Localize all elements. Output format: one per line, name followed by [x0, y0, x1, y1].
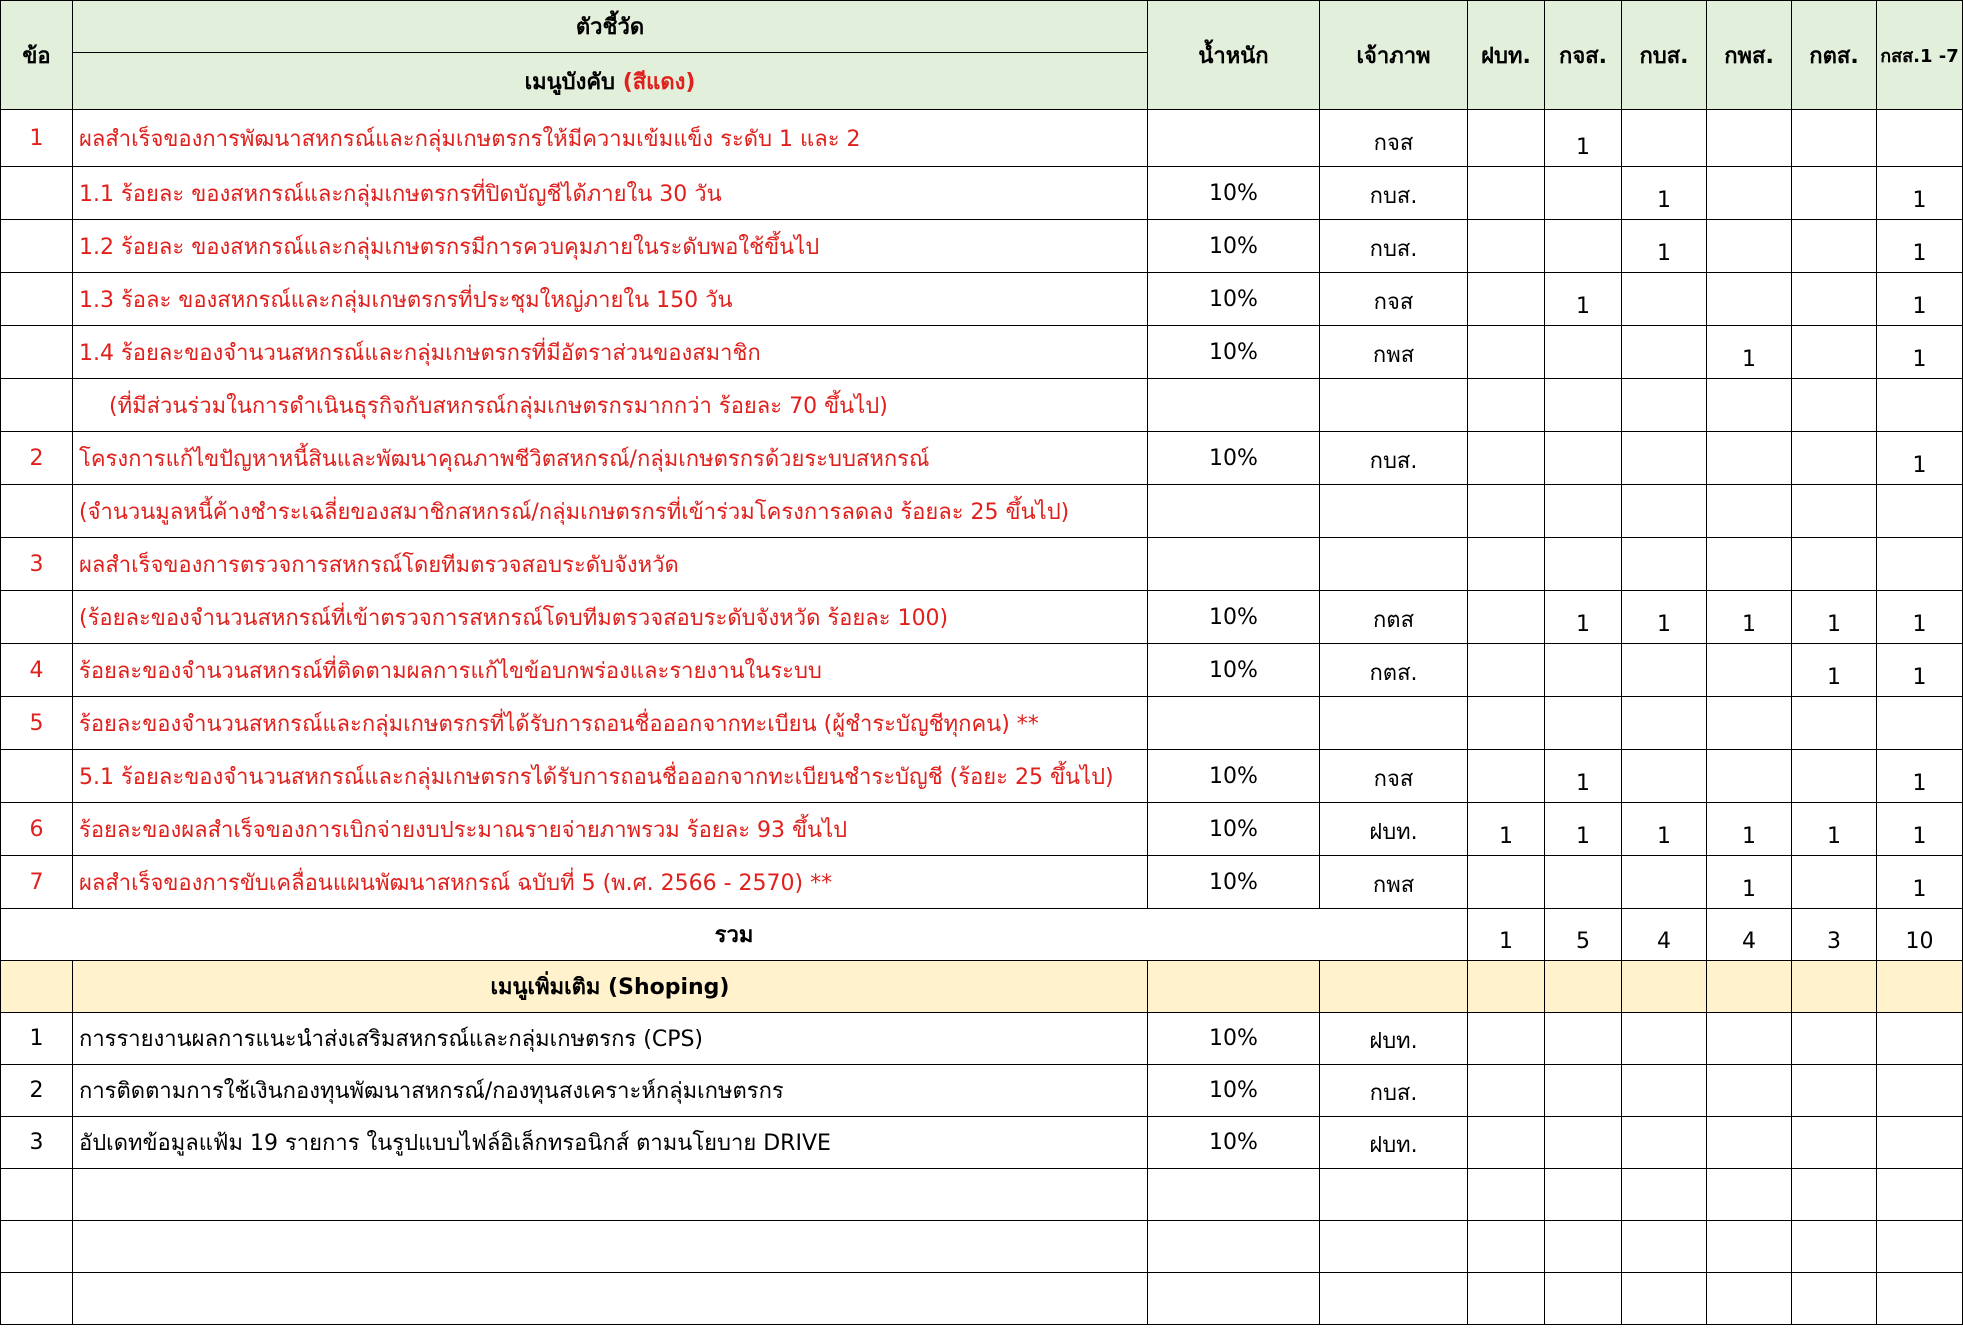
- row-value: 1: [1468, 803, 1545, 856]
- row-no: 3: [1, 538, 73, 591]
- header-indicator: ตัวชี้วัด: [73, 1, 1148, 53]
- row-no: [1, 750, 73, 803]
- extra-row-value: [1545, 1013, 1622, 1065]
- extra-row-owner: ฝบท.: [1320, 1117, 1468, 1169]
- extra-menu-title: เมนูเพิ่มเติม (Shoping): [73, 961, 1148, 1013]
- row-value: 1: [1792, 803, 1877, 856]
- row-value: 1: [1877, 856, 1963, 909]
- row-value: [1545, 379, 1622, 432]
- row-value: 1: [1877, 220, 1963, 273]
- extra-row-value: [1468, 1065, 1545, 1117]
- row-no: 4: [1, 644, 73, 697]
- table-row: [1, 432, 1963, 485]
- row-value: [1707, 485, 1792, 538]
- empty-cell: [1792, 1221, 1877, 1273]
- row-value: [1545, 644, 1622, 697]
- row-weight: 10%: [1148, 591, 1320, 644]
- row-owner: กจส: [1320, 110, 1468, 167]
- empty-cell: [1545, 1273, 1622, 1325]
- row-no: [1, 167, 73, 220]
- row-value: [1468, 379, 1545, 432]
- empty-cell: [1, 1273, 73, 1325]
- empty-row: [1, 1169, 1963, 1221]
- row-owner: กพส: [1320, 326, 1468, 379]
- extra-row-no: 3: [1, 1117, 73, 1169]
- table-row: [1, 167, 1963, 220]
- row-no: 6: [1, 803, 73, 856]
- row-no: 5: [1, 697, 73, 750]
- row-value: [1707, 697, 1792, 750]
- header-col-5: กตส.: [1792, 1, 1877, 110]
- extra-header-blank: [1545, 961, 1622, 1013]
- row-value: [1707, 110, 1792, 167]
- row-owner: [1320, 697, 1468, 750]
- header-owner: เจ้าภาพ: [1320, 1, 1468, 110]
- row-indicator: 1.1 ร้อยละ ของสหกรณ์และกลุ่มเกษตรกรที่ปิดบัญชีได้ภายใน 30 วัน: [73, 167, 1148, 220]
- row-value: [1468, 697, 1545, 750]
- row-no: [1, 326, 73, 379]
- empty-cell: [1707, 1221, 1792, 1273]
- extra-row-value: [1877, 1013, 1963, 1065]
- row-value: [1792, 432, 1877, 485]
- table-row: [1, 644, 1963, 697]
- row-value: 1: [1622, 591, 1707, 644]
- row-owner: [1320, 379, 1468, 432]
- row-value: [1792, 697, 1877, 750]
- row-no: 1: [1, 110, 73, 167]
- row-weight: 10%: [1148, 803, 1320, 856]
- row-value: [1792, 110, 1877, 167]
- row-value: [1622, 644, 1707, 697]
- empty-cell: [1468, 1169, 1545, 1221]
- row-value: 1: [1877, 644, 1963, 697]
- header-col-6: กสส.1 -7: [1877, 1, 1963, 110]
- table-row: [1, 697, 1963, 750]
- extra-row-value: [1877, 1117, 1963, 1169]
- total-value: 4: [1622, 909, 1707, 961]
- empty-cell: [1622, 1221, 1707, 1273]
- empty-cell: [1320, 1169, 1468, 1221]
- row-weight: 10%: [1148, 750, 1320, 803]
- table-row: [1, 220, 1963, 273]
- row-value: [1622, 273, 1707, 326]
- empty-cell: [1877, 1221, 1963, 1273]
- empty-cell: [1707, 1169, 1792, 1221]
- row-value: 1: [1877, 803, 1963, 856]
- row-indicator: (จำนวนมูลหนี้ค้างชำระเฉลี่ยของสมาชิกสหกรณ์/กลุ่มเกษตรกรที่เข้าร่วมโครงการลดลง ร้อยละ 25 ขึ้นไป): [73, 485, 1148, 538]
- total-row: [1, 909, 1963, 961]
- row-no: [1, 485, 73, 538]
- row-weight: 10%: [1148, 220, 1320, 273]
- row-value: [1707, 273, 1792, 326]
- row-value: [1792, 379, 1877, 432]
- row-value: [1792, 273, 1877, 326]
- row-indicator: ผลสำเร็จของการขับเคลื่อนแผนพัฒนาสหกรณ์ ฉบับที่ 5 (พ.ศ. 2566 - 2570) **: [73, 856, 1148, 909]
- empty-cell: [1320, 1273, 1468, 1325]
- empty-row: [1, 1273, 1963, 1325]
- extra-row-value: [1545, 1065, 1622, 1117]
- extra-row-value: [1877, 1065, 1963, 1117]
- row-value: [1707, 538, 1792, 591]
- total-label: รวม: [1, 909, 1468, 961]
- row-indicator: ร้อยละของจำนวนสหกรณ์ที่ติดตามผลการแก้ไขข้อบกพร่องและรายงานในระบบ: [73, 644, 1148, 697]
- row-value: 1: [1622, 167, 1707, 220]
- row-weight: [1148, 697, 1320, 750]
- row-owner: ฝบท.: [1320, 803, 1468, 856]
- row-value: [1622, 697, 1707, 750]
- row-value: [1792, 750, 1877, 803]
- extra-row-weight: 10%: [1148, 1065, 1320, 1117]
- row-value: [1468, 110, 1545, 167]
- row-value: [1622, 856, 1707, 909]
- row-no: [1, 591, 73, 644]
- header-col-3: กบส.: [1622, 1, 1707, 110]
- row-value: [1792, 856, 1877, 909]
- row-value: [1545, 220, 1622, 273]
- row-value: 1: [1707, 856, 1792, 909]
- extra-row-value: [1707, 1065, 1792, 1117]
- table-row: [1, 485, 1963, 538]
- row-value: [1877, 485, 1963, 538]
- row-weight: 10%: [1148, 432, 1320, 485]
- row-value: 1: [1877, 273, 1963, 326]
- row-value: [1545, 432, 1622, 485]
- row-no: [1, 220, 73, 273]
- row-owner: [1320, 538, 1468, 591]
- row-value: [1707, 379, 1792, 432]
- total-value: 10: [1877, 909, 1963, 961]
- table-row: [1, 591, 1963, 644]
- row-value: [1468, 432, 1545, 485]
- row-value: [1545, 167, 1622, 220]
- row-owner: กตส.: [1320, 644, 1468, 697]
- empty-cell: [1877, 1273, 1963, 1325]
- extra-row-value: [1792, 1065, 1877, 1117]
- extra-header-blank: [1792, 961, 1877, 1013]
- row-value: [1545, 485, 1622, 538]
- row-indicator: ผลสำเร็จของการพัฒนาสหกรณ์และกลุ่มเกษตรกรให้มีความเข้มแข็ง ระดับ 1 และ 2: [73, 110, 1148, 167]
- row-value: [1877, 697, 1963, 750]
- empty-cell: [1545, 1169, 1622, 1221]
- row-indicator: 1.2 ร้อยละ ของสหกรณ์และกลุ่มเกษตรกรมีการควบคุมภายในระดับพอใช้ขึ้นไป: [73, 220, 1148, 273]
- row-value: [1877, 110, 1963, 167]
- empty-cell: [1468, 1221, 1545, 1273]
- row-value: 1: [1707, 803, 1792, 856]
- menu-required-note: (สีแดง): [622, 69, 696, 95]
- row-value: [1468, 591, 1545, 644]
- row-value: [1468, 326, 1545, 379]
- row-owner: กบส.: [1320, 167, 1468, 220]
- header-no: ข้อ: [1, 1, 73, 110]
- table-row: [1, 538, 1963, 591]
- empty-cell: [73, 1273, 1148, 1325]
- empty-row: [1, 1221, 1963, 1273]
- extra-row-indicator: อัปเดทข้อมูลแฟ้ม 19 รายการ ในรูปแบบไฟล์อิเล็กทรอนิกส์ ตามนโยบาย DRIVE: [73, 1117, 1148, 1169]
- row-value: 1: [1792, 644, 1877, 697]
- row-value: 1: [1622, 803, 1707, 856]
- row-value: [1468, 644, 1545, 697]
- extra-header-blank: [1877, 961, 1963, 1013]
- row-weight: [1148, 110, 1320, 167]
- header-col-2: กจส.: [1545, 1, 1622, 110]
- row-indicator: (ร้อยละของจำนวนสหกรณ์ที่เข้าตรวจการสหกรณ์โดบทีมตรวจสอบระดับจังหวัด ร้อยละ 100): [73, 591, 1148, 644]
- row-value: [1707, 432, 1792, 485]
- extra-row-value: [1792, 1117, 1877, 1169]
- row-value: 1: [1622, 220, 1707, 273]
- row-value: 1: [1792, 591, 1877, 644]
- extra-header-blank: [1320, 961, 1468, 1013]
- extra-row-no: 1: [1, 1013, 73, 1065]
- row-value: [1622, 326, 1707, 379]
- row-weight: 10%: [1148, 644, 1320, 697]
- header-weight: น้ำหนัก: [1148, 1, 1320, 110]
- empty-cell: [1622, 1273, 1707, 1325]
- row-value: [1707, 644, 1792, 697]
- row-value: 1: [1877, 326, 1963, 379]
- extra-row-value: [1468, 1013, 1545, 1065]
- extra-row-value: [1792, 1013, 1877, 1065]
- row-weight: [1148, 485, 1320, 538]
- row-value: [1468, 167, 1545, 220]
- extra-row-value: [1622, 1117, 1707, 1169]
- extra-header-row: [1, 961, 1963, 1013]
- row-value: [1707, 167, 1792, 220]
- row-value: [1792, 167, 1877, 220]
- row-no: 2: [1, 432, 73, 485]
- extra-row-owner: ฝบท.: [1320, 1013, 1468, 1065]
- empty-cell: [73, 1169, 1148, 1221]
- table-row: [1, 110, 1963, 167]
- header-menu-required: [73, 53, 1148, 110]
- row-owner: กพส: [1320, 856, 1468, 909]
- row-value: 1: [1877, 591, 1963, 644]
- row-indicator: ร้อยละของผลสำเร็จของการเบิกจ่ายงบประมาณรายจ่ายภาพรวม ร้อยละ 93 ขึ้นไป: [73, 803, 1148, 856]
- menu-required-label: เมนูบังคับ: [524, 69, 616, 95]
- extra-row-value: [1707, 1013, 1792, 1065]
- row-owner: กจส: [1320, 273, 1468, 326]
- row-value: [1622, 485, 1707, 538]
- table-row: [1, 379, 1963, 432]
- extra-row: [1, 1013, 1963, 1065]
- row-value: [1707, 220, 1792, 273]
- empty-cell: [1545, 1221, 1622, 1273]
- row-weight: 10%: [1148, 273, 1320, 326]
- extra-row-indicator: การรายงานผลการแนะนำส่งเสริมสหกรณ์และกลุ่มเกษตรกร (CPS): [73, 1013, 1148, 1065]
- extra-row-weight: 10%: [1148, 1117, 1320, 1169]
- row-value: [1622, 538, 1707, 591]
- row-owner: กบส.: [1320, 432, 1468, 485]
- extra-row: [1, 1117, 1963, 1169]
- empty-cell: [1468, 1273, 1545, 1325]
- empty-cell: [1877, 1169, 1963, 1221]
- row-owner: กจส: [1320, 750, 1468, 803]
- row-indicator: (ที่มีส่วนร่วมในการดำเนินธุรกิจกับสหกรณ์กลุ่มเกษตรกรมากกว่า ร้อยละ 70 ขึ้นไป): [73, 379, 1148, 432]
- extra-header-blank: [1468, 961, 1545, 1013]
- row-value: 1: [1545, 750, 1622, 803]
- total-value: 3: [1792, 909, 1877, 961]
- row-value: [1622, 110, 1707, 167]
- extra-row-indicator: การติดตามการใช้เงินกองทุนพัฒนาสหกรณ์/กองทุนสงเคราะห์กลุ่มเกษตรกร: [73, 1065, 1148, 1117]
- row-indicator: ร้อยละของจำนวนสหกรณ์และกลุ่มเกษตรกรที่ได้รับการถอนชื่อออกจากทะเบียน (ผู้ชำระบัญชีทุกคน) **: [73, 697, 1148, 750]
- row-no: 7: [1, 856, 73, 909]
- extra-row-value: [1622, 1065, 1707, 1117]
- row-value: [1545, 538, 1622, 591]
- row-value: 1: [1545, 273, 1622, 326]
- extra-row-value: [1545, 1117, 1622, 1169]
- row-value: 1: [1707, 591, 1792, 644]
- total-value: 4: [1707, 909, 1792, 961]
- row-value: 1: [1877, 167, 1963, 220]
- row-value: [1468, 856, 1545, 909]
- extra-row-value: [1468, 1117, 1545, 1169]
- row-value: [1468, 485, 1545, 538]
- row-value: [1468, 538, 1545, 591]
- empty-cell: [1792, 1273, 1877, 1325]
- extra-row-weight: 10%: [1148, 1013, 1320, 1065]
- table-row: [1, 856, 1963, 909]
- row-indicator: โครงการแก้ไขปัญหาหนี้สินและพัฒนาคุณภาพชีวิตสหกรณ์/กลุ่มเกษตรกรด้วยระบบสหกรณ์: [73, 432, 1148, 485]
- row-indicator: 5.1 ร้อยละของจำนวนสหกรณ์และกลุ่มเกษตรกรได้รับการถอนชื่อออกจากทะเบียนชำระบัญชี (ร้อยะ 25 ขึ้นไป): [73, 750, 1148, 803]
- row-value: [1468, 273, 1545, 326]
- row-owner: [1320, 485, 1468, 538]
- empty-cell: [1148, 1169, 1320, 1221]
- row-value: [1792, 538, 1877, 591]
- table-row: [1, 750, 1963, 803]
- row-value: 1: [1545, 803, 1622, 856]
- row-value: [1877, 379, 1963, 432]
- row-indicator: 1.4 ร้อยละของจำนวนสหกรณ์และกลุ่มเกษตรกรที่มีอัตราส่วนของสมาชิก: [73, 326, 1148, 379]
- empty-cell: [1, 1169, 73, 1221]
- row-weight: 10%: [1148, 167, 1320, 220]
- empty-cell: [1148, 1273, 1320, 1325]
- empty-cell: [1148, 1221, 1320, 1273]
- header-col-4: กพส.: [1707, 1, 1792, 110]
- table-row: [1, 273, 1963, 326]
- row-owner: กตส: [1320, 591, 1468, 644]
- extra-header-blank: [1, 961, 73, 1013]
- row-value: [1468, 750, 1545, 803]
- total-value: 1: [1468, 909, 1545, 961]
- row-value: [1545, 326, 1622, 379]
- row-owner: กบส.: [1320, 220, 1468, 273]
- extra-row-value: [1707, 1117, 1792, 1169]
- empty-cell: [1707, 1273, 1792, 1325]
- row-value: 1: [1545, 110, 1622, 167]
- extra-row-owner: กบส.: [1320, 1065, 1468, 1117]
- table-row: [1, 803, 1963, 856]
- empty-cell: [1, 1221, 73, 1273]
- row-value: [1545, 856, 1622, 909]
- extra-header-blank: [1622, 961, 1707, 1013]
- row-weight: 10%: [1148, 326, 1320, 379]
- row-weight: [1148, 538, 1320, 591]
- empty-cell: [1792, 1169, 1877, 1221]
- row-value: 1: [1877, 432, 1963, 485]
- extra-header-blank: [1148, 961, 1320, 1013]
- total-value: 5: [1545, 909, 1622, 961]
- row-value: [1877, 538, 1963, 591]
- row-no: [1, 379, 73, 432]
- header-col-1: ฝบท.: [1468, 1, 1545, 110]
- row-value: [1792, 485, 1877, 538]
- row-no: [1, 273, 73, 326]
- empty-cell: [1320, 1221, 1468, 1273]
- row-value: [1468, 220, 1545, 273]
- row-value: [1622, 432, 1707, 485]
- extra-row-value: [1622, 1013, 1707, 1065]
- table-row: [1, 326, 1963, 379]
- row-value: 1: [1545, 591, 1622, 644]
- empty-cell: [1622, 1169, 1707, 1221]
- row-value: [1792, 326, 1877, 379]
- row-weight: [1148, 379, 1320, 432]
- row-indicator: 1.3 ร้อละ ของสหกรณ์และกลุ่มเกษตรกรที่ประชุมใหญ่ภายใน 150 วัน: [73, 273, 1148, 326]
- row-weight: 10%: [1148, 856, 1320, 909]
- row-value: 1: [1877, 750, 1963, 803]
- extra-header-blank: [1707, 961, 1792, 1013]
- row-value: [1707, 750, 1792, 803]
- row-value: [1622, 379, 1707, 432]
- extra-row-no: 2: [1, 1065, 73, 1117]
- extra-row: [1, 1065, 1963, 1117]
- row-value: [1622, 750, 1707, 803]
- row-value: [1792, 220, 1877, 273]
- row-value: 1: [1707, 326, 1792, 379]
- empty-cell: [73, 1221, 1148, 1273]
- row-indicator: ผลสำเร็จของการตรวจการสหกรณ์โดยทีมตรวจสอบระดับจังหวัด: [73, 538, 1148, 591]
- row-value: [1545, 697, 1622, 750]
